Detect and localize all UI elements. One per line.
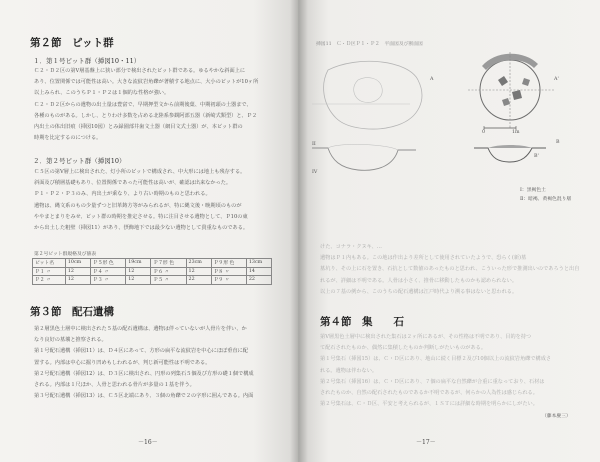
text-line: Ｃ２・Ｄ２区からの遺物の出土量は豊富で、早期押型文から前期後葉、中期初頭の土器まで、	[34, 101, 252, 108]
text-line: 各種のものがある。しかし、とりわけ多数を占める北陸系参観阿部五器（新崎式類型）と、Ｐ２	[34, 112, 258, 119]
table-cell: 12	[186, 267, 211, 276]
page-number-left: －16－	[138, 439, 158, 446]
text-line: から出土した粗壁（挿図11）があり、摂飾地下では最少ない遺物として貴重なものである。	[34, 225, 249, 232]
label-b-prime: B'	[534, 154, 539, 159]
table-cell: 12	[65, 267, 90, 276]
section3-paragraph	[34, 324, 270, 402]
faint-paragraph	[320, 242, 582, 298]
table-cell: Ｐ１ 〃	[33, 267, 66, 276]
text-line: ややまとまりをみせ、ピット群の時期を推定させる。特に注目させる遺物として、Ｐ10の東	[34, 213, 248, 220]
text-line: される。内部は１尺ほか、人骨と思われる骨片が多量の１基を伴う。	[34, 382, 195, 389]
subheading-pit-group-1: １．第１号ピット群（挿図10・11）	[33, 57, 141, 65]
text-line: なり良好の墓壙と推察される。	[34, 337, 107, 344]
table-cell: Ｐ５ 〃	[151, 276, 186, 285]
text-line: 斜面及び積層基礎もあり、位置関係であった可能性は高いが、確認は出来なかった。	[34, 180, 232, 187]
text-line: 第１号集石（挿図15）は、Ｃ・Ｄ区にあり、地山に続く目標２及び10個以上の流紋岩角礫で構成さ	[320, 356, 552, 363]
scale-unit: 1m	[512, 130, 520, 135]
text-line: 遺物はＰ１内もある。この地は作出より差所として使用されていたようで、恐らく(新)墓	[320, 255, 527, 262]
table-cell: Ｐ２ 〃	[33, 276, 66, 285]
section4-paragraph	[320, 332, 582, 410]
table-cell: 12	[65, 276, 90, 285]
scale-zero: 0	[482, 130, 486, 135]
table-cell: Ｐ９形 色	[211, 259, 246, 268]
text-line: Ｐ１・Ｐ２・Ｐ３のみ、内出土が乗なり、より古い時期のものと思われる。	[34, 191, 211, 198]
stone-mark	[498, 76, 508, 86]
text-line: れるが、詳細は不明である。人骨は小さく、推骨に移動したものかも認められない。	[320, 277, 518, 284]
text-line: 遺物は、縄文系のもの少量ずつと旧革鋳方等がみられるが、特に縄文後・晩期頃のものが	[34, 202, 242, 209]
table-cell: Ｐ６ 〃	[151, 267, 186, 276]
table-cell: 12	[126, 276, 151, 285]
table-cell: Ｐ８ 〃	[211, 267, 246, 276]
table-cell: ピット名	[33, 259, 66, 268]
table-row	[33, 267, 272, 276]
table-cell: 22	[186, 276, 211, 285]
table-cell: Ｐ５形 色	[90, 259, 125, 268]
label-iv: IV	[312, 170, 318, 175]
table-row	[33, 259, 272, 268]
table-cell: 19cm	[126, 259, 151, 268]
text-line: 第１号配石遺構（挿図11）は、Ｄ４区にあって、方形の扁平な流紋岩を中心にほぼ垂直に配	[34, 348, 248, 355]
table-cell: 22	[246, 276, 271, 285]
right-page	[298, 0, 600, 462]
pit-outline-left	[324, 61, 422, 129]
legend-item-1: Ⅰ：黒褐色土	[520, 188, 546, 193]
left-page	[0, 0, 298, 462]
section2-title: 第２節 ピット群	[30, 37, 114, 49]
text-line: 墓坑り、その上に石を置き、石抗として数値のあったものと思われ、こういった形で推測出いのであろうと出自	[320, 266, 580, 273]
section-profile-fill	[488, 145, 532, 148]
text-line: 第２号集石は、Ｃ・Ｄ区、平安と考えられるが、１ＳＴには詳細な時期を明らかにしがたい。	[320, 401, 538, 408]
table-cell: 10cm	[65, 259, 90, 268]
book-gutter-shadow	[290, 0, 308, 462]
text-line: Ｃ５区の第Ⅴ層上に検出された、灯小所のピットで構成され、中大形には地上も残存する。	[34, 169, 246, 175]
inner-pit-outline	[354, 78, 383, 103]
table-cell: 14	[246, 267, 271, 276]
text-line: されたものか、自然の配石されたものであるか不明であるが、何らかの人為性は感じられる。	[320, 390, 538, 397]
text-line: 時期を比定するのにつける。	[34, 135, 102, 142]
section4-title: 第４節 集 石	[320, 316, 404, 328]
legend-item-2: Ⅱ：暗褐、黄褐色混り層	[520, 197, 572, 202]
text-line: 以上の７基の例から、このうちの配石遺構は江戸時代より溯る事はないと思われる。	[320, 288, 518, 295]
table-row	[33, 276, 272, 285]
text-line: 第Ⅴ層黒色土層中に検出された集石は２ヶ所にあるが、その性格は不明であり、目的を持つ	[320, 334, 532, 340]
text-line: あり、位置関係では可能性は高い。大きな流紋岩角礫が著積する地点に、大小のピットが10ヶ所	[34, 79, 259, 86]
page-number-right: －17－	[416, 439, 436, 446]
table-cell: Ｐ９ 〃	[211, 276, 246, 285]
section2-paragraph-2	[34, 167, 270, 234]
label-b: B	[556, 140, 560, 145]
subheading-pit-group-2: ２．第２号ピット群（挿図10）	[33, 157, 126, 165]
text-line: 第２号集石（挿図16）は、Ｃ・Ｄ区にあり、７個の扁平な自然礫が合重に重なっており、石材は	[320, 378, 545, 385]
text-line: 内出土の体出旧痕（挿図10図）とみ録園部井歯文土器（網目文式土器）が、本ピット群の	[34, 124, 243, 131]
figure-caption: 挿図11 Ｃ・Ｄ区Ｐ１・Ｐ２ 平面図及び断面図	[316, 42, 423, 47]
table-cell: Ｐ４ 〃	[90, 267, 125, 276]
text-line: て配石されたものか、偶然に集積したものか判断しがたいものがある。	[320, 345, 487, 352]
label-a-prime: A'	[554, 77, 559, 82]
text-line: Ｃ２・Ｄ２区の第Ⅴ層基盤上に狭い部分で検出されたピット群である。ゆるやかな斜面上に	[34, 68, 246, 74]
text-line: れる。遺物は伴わない。	[320, 367, 378, 374]
section2-paragraph-1	[34, 66, 270, 144]
table-title: 第２号ピット群規格及び値表	[34, 252, 97, 257]
text-line: 以上みられ、このうちＰ１・Ｐ２は１個的な性格が強い。	[34, 90, 170, 97]
table-cell: Ｐ３ 〃	[90, 276, 125, 285]
section3-title: 第３節 配石遺構	[30, 306, 114, 318]
text-line: 置する。内部は中心に掘り凹めもしわれるが、判じ新可能性は不明である。	[34, 359, 211, 366]
pit-measurement-table	[32, 258, 272, 285]
section-profile-b	[312, 148, 416, 170]
stone-mark	[522, 78, 530, 86]
text-line: 第２層黒色土層中に検出された５基の配石遺構は、遺物は伴っていないが人骨片を伴い、か	[34, 326, 247, 332]
pit-plan-right	[468, 52, 554, 162]
stone-mark	[512, 90, 522, 100]
text-line: 第３号配石遺構（挿図13）は、Ｃ５区北端にあり、３個の角礫で２の字形に囲んである。内面	[34, 393, 254, 400]
table-cell: 12	[126, 267, 151, 276]
stone-mark	[502, 98, 510, 106]
text-line: 第２号配石遺構（挿図12）は、Ｄ３区に検出され、円形の列集石５個及び方形の礎１個で構成	[34, 370, 254, 377]
table-cell: 23cm	[186, 259, 211, 268]
text-line: けた、コナラ・クヌキ、…	[320, 244, 382, 250]
section-fill-line	[328, 144, 398, 150]
table-cell: 13cm	[246, 259, 271, 268]
table-cell: Ｐ７形 色	[151, 259, 186, 268]
label-a: A	[430, 77, 434, 82]
label-ii: II	[312, 142, 316, 147]
author-credit: （藤本慶三）	[542, 414, 571, 419]
